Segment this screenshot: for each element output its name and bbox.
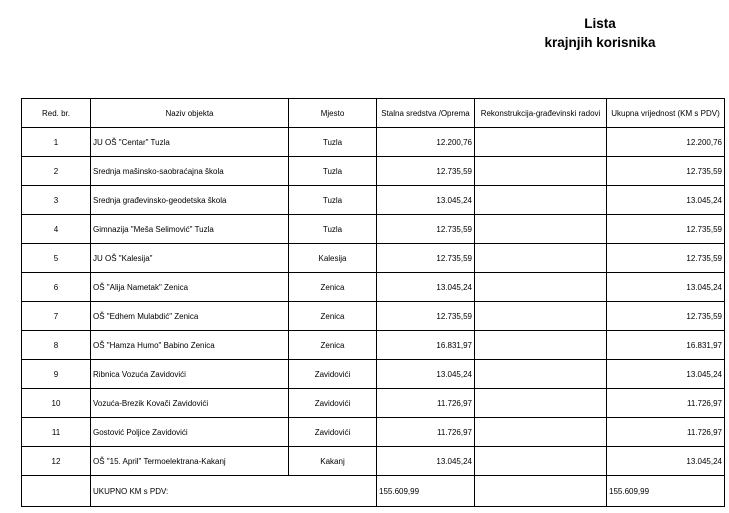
cell-naziv: JU OŠ "Kalesija"	[91, 244, 289, 273]
beneficiaries-table	[21, 98, 725, 507]
table-row	[22, 389, 725, 418]
cell-mjesto: Kakanj	[289, 447, 377, 476]
total-ukupno: 155.609,99	[607, 476, 725, 507]
cell-rb: 7	[22, 302, 91, 331]
cell-stalna: 13.045,24	[377, 447, 475, 476]
total-stalna: 155.609,99	[377, 476, 475, 507]
table-row	[22, 157, 725, 186]
cell-rb: 3	[22, 186, 91, 215]
cell-mjesto: Zenica	[289, 331, 377, 360]
cell-naziv: OŠ "15. April" Termoelektrana-Kakanj	[91, 447, 289, 476]
cell-rb: 2	[22, 157, 91, 186]
cell-rekon	[475, 273, 607, 302]
cell-ukupno: 12.735,59	[607, 302, 725, 331]
header-naziv: Naziv objekta	[91, 99, 289, 128]
total-empty	[22, 476, 91, 507]
cell-rekon	[475, 331, 607, 360]
cell-mjesto: Tuzla	[289, 215, 377, 244]
cell-stalna: 12.735,59	[377, 244, 475, 273]
cell-ukupno: 13.045,24	[607, 447, 725, 476]
cell-rb: 8	[22, 331, 91, 360]
header-ukupno: Ukupna vrijednost (KM s PDV)	[607, 99, 725, 128]
cell-naziv: Gimnazija "Meša Selimović" Tuzla	[91, 215, 289, 244]
cell-stalna: 12.735,59	[377, 157, 475, 186]
cell-naziv: JU OŠ "Centar" Tuzla	[91, 128, 289, 157]
cell-stalna: 16.831,97	[377, 331, 475, 360]
table-row	[22, 360, 725, 389]
cell-mjesto: Tuzla	[289, 186, 377, 215]
document-title	[520, 14, 680, 52]
cell-rekon	[475, 302, 607, 331]
table-row	[22, 186, 725, 215]
header-mjesto: Mjesto	[289, 99, 377, 128]
header-row	[22, 99, 725, 128]
cell-ukupno: 16.831,97	[607, 331, 725, 360]
cell-rb: 6	[22, 273, 91, 302]
cell-rb: 1	[22, 128, 91, 157]
cell-stalna: 12.735,59	[377, 215, 475, 244]
cell-rekon	[475, 244, 607, 273]
cell-mjesto: Zenica	[289, 273, 377, 302]
header-rekon: Rekonstrukcija-građevinski radovi	[475, 99, 607, 128]
cell-rekon	[475, 186, 607, 215]
cell-stalna: 11.726,97	[377, 389, 475, 418]
cell-rekon	[475, 389, 607, 418]
table-row	[22, 273, 725, 302]
cell-ukupno: 12.200,76	[607, 128, 725, 157]
cell-mjesto: Kalesija	[289, 244, 377, 273]
total-rekon	[475, 476, 607, 507]
cell-rb: 4	[22, 215, 91, 244]
cell-ukupno: 12.735,59	[607, 215, 725, 244]
cell-ukupno: 13.045,24	[607, 360, 725, 389]
cell-rb: 11	[22, 418, 91, 447]
cell-stalna: 12.200,76	[377, 128, 475, 157]
table-row	[22, 128, 725, 157]
cell-rekon	[475, 418, 607, 447]
cell-ukupno: 12.735,59	[607, 244, 725, 273]
cell-stalna: 13.045,24	[377, 186, 475, 215]
cell-naziv: Vozuća-Brezik Kovači Zavidovići	[91, 389, 289, 418]
cell-rb: 9	[22, 360, 91, 389]
cell-ukupno: 13.045,24	[607, 273, 725, 302]
header-stalna: Stalna sredstva /Oprema	[377, 99, 475, 128]
cell-rekon	[475, 157, 607, 186]
cell-rb: 12	[22, 447, 91, 476]
cell-naziv: Ribnica Vozuća Zavidovići	[91, 360, 289, 389]
cell-naziv: Srednja građevinsko-geodetska škola	[91, 186, 289, 215]
cell-rb: 5	[22, 244, 91, 273]
cell-rekon	[475, 215, 607, 244]
title-line-2: krajnjih korisnika	[544, 35, 656, 50]
cell-rekon	[475, 447, 607, 476]
table-row	[22, 447, 725, 476]
cell-naziv: Srednja mašinsko-saobraćajna škola	[91, 157, 289, 186]
cell-mjesto: Tuzla	[289, 157, 377, 186]
total-label: UKUPNO KM s PDV:	[91, 476, 377, 507]
cell-naziv: OŠ "Hamza Humo" Babino Zenica	[91, 331, 289, 360]
cell-stalna: 13.045,24	[377, 360, 475, 389]
cell-mjesto: Tuzla	[289, 128, 377, 157]
table-row	[22, 215, 725, 244]
cell-ukupno: 11.726,97	[607, 418, 725, 447]
table-row	[22, 244, 725, 273]
cell-naziv: Gostović Poljice Zavidovići	[91, 418, 289, 447]
cell-stalna: 13.045,24	[377, 273, 475, 302]
cell-naziv: OŠ "Edhem Mulabdić" Zenica	[91, 302, 289, 331]
cell-mjesto: Zavidovići	[289, 389, 377, 418]
cell-rekon	[475, 128, 607, 157]
total-row	[22, 476, 725, 507]
cell-rekon	[475, 360, 607, 389]
cell-rb: 10	[22, 389, 91, 418]
cell-stalna: 11.726,97	[377, 418, 475, 447]
table-row	[22, 302, 725, 331]
cell-ukupno: 13.045,24	[607, 186, 725, 215]
cell-mjesto: Zavidovići	[289, 360, 377, 389]
cell-mjesto: Zavidovići	[289, 418, 377, 447]
table-row	[22, 331, 725, 360]
cell-mjesto: Zenica	[289, 302, 377, 331]
cell-naziv: OŠ "Alija Nametak" Zenica	[91, 273, 289, 302]
cell-ukupno: 12.735,59	[607, 157, 725, 186]
cell-stalna: 12.735,59	[377, 302, 475, 331]
header-rb: Red. br.	[22, 99, 91, 128]
title-line-1: Lista	[584, 16, 616, 31]
cell-ukupno: 11.726,97	[607, 389, 725, 418]
table-row	[22, 418, 725, 447]
